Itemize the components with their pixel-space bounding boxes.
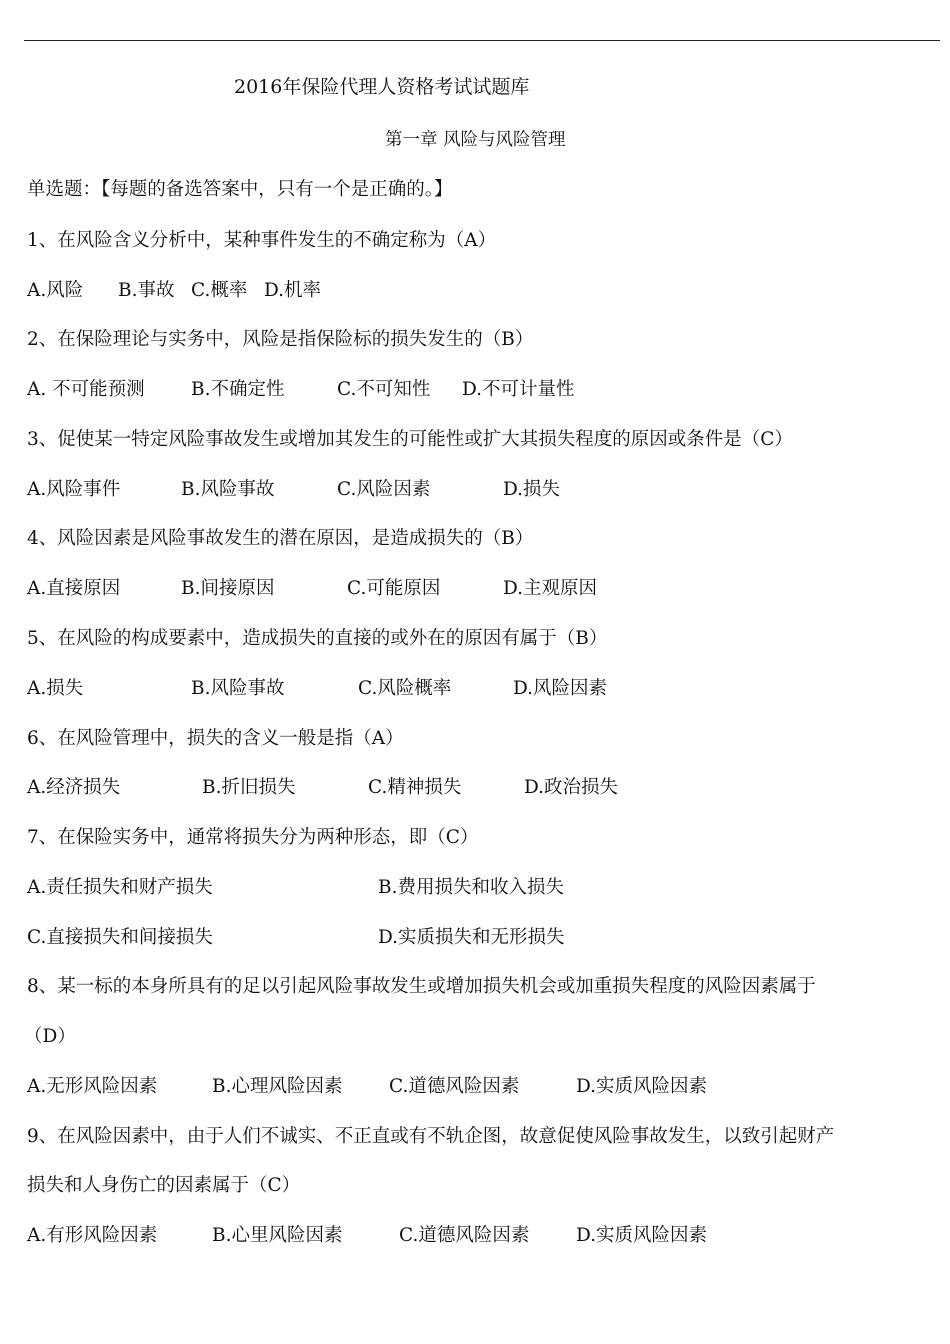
document-title: 2016年保险代理人资格考试试题库 <box>234 76 530 98</box>
q8-option-c: C.道德风险因素 <box>389 1076 520 1097</box>
q7-option-d: D.实质损失和无形损失 <box>378 927 565 948</box>
question-2: 2、在保险理论与实务中，风险是指保险标的损失发生的（B） <box>27 329 534 350</box>
q8-option-b: B.心理风险因素 <box>212 1076 343 1097</box>
q5-option-b: B.风险事故 <box>191 678 285 699</box>
q1-option-a: A.风险 <box>27 280 84 301</box>
question-8: 8、某一标的本身所具有的足以引起风险事故发生或增加损失机会或加重损失程度的风险因素属于 <box>27 976 816 997</box>
chapter-title: 第一章 风险与风险管理 <box>385 130 566 150</box>
q6-option-d: D.政治损失 <box>524 777 619 798</box>
q8-option-d: D.实质风险因素 <box>576 1076 708 1097</box>
q5-option-a: A.损失 <box>27 678 84 699</box>
question-9: 9、在风险因素中，由于人们不诚实、不正直或有不轨企图，故意促使风险事故发生，以致引起财产 <box>27 1126 835 1147</box>
q2-option-d: D.不可计量性 <box>462 379 575 400</box>
q5-option-c: C.风险概率 <box>358 678 452 699</box>
question-3: 3、促使某一特定风险事故发生或增加其发生的可能性或扩大其损失程度的原因或条件是（C） <box>27 429 793 450</box>
q4-option-d: D.主观原因 <box>503 578 598 599</box>
q3-option-d: D.损失 <box>503 479 561 500</box>
top-rule <box>24 40 940 41</box>
q9-option-d: D.实质风险因素 <box>576 1225 708 1246</box>
question-5: 5、在风险的构成要素中，造成损失的直接的或外在的原因有属于（B） <box>27 628 608 649</box>
q9-option-a: A.有形风险因素 <box>27 1225 158 1246</box>
q4-option-a: A.直接原因 <box>27 578 121 599</box>
q3-option-c: C.风险因素 <box>337 479 431 500</box>
q2-option-a: A. 不可能预测 <box>27 379 145 400</box>
q5-option-d: D.风险因素 <box>513 678 608 699</box>
q1-option-c: C.概率 <box>191 280 248 301</box>
q2-option-b: B.不确定性 <box>191 379 285 400</box>
q7-option-c: C.直接损失和间接损失 <box>27 927 213 948</box>
question-7: 7、在保险实务中，通常将损失分为两种形态，即（C） <box>27 827 479 848</box>
q6-option-c: C.精神损失 <box>368 777 462 798</box>
question-8-continued: （D） <box>24 1026 76 1047</box>
q8-option-a: A.无形风险因素 <box>27 1076 158 1097</box>
q9-option-c: C.道德风险因素 <box>399 1225 530 1246</box>
question-1: 1、在风险含义分析中，某种事件发生的不确定称为（A） <box>27 230 497 251</box>
q1-option-b: B.事故 <box>118 280 175 301</box>
q3-option-b: B.风险事故 <box>181 479 275 500</box>
q2-option-c: C.不可知性 <box>337 379 431 400</box>
q7-option-a: A.责任损失和财产损失 <box>27 877 213 898</box>
q9-option-b: B.心里风险因素 <box>212 1225 343 1246</box>
question-6: 6、在风险管理中，损失的含义一般是指（A） <box>27 728 404 749</box>
question-4: 4、风险因素是风险事故发生的潜在原因，是造成损失的（B） <box>27 528 534 549</box>
q6-option-a: A.经济损失 <box>27 777 121 798</box>
question-9-continued: 损失和人身伤亡的因素属于（C） <box>27 1175 301 1196</box>
q4-option-c: C.可能原因 <box>347 578 441 599</box>
section-heading: 单选题：【每题的备选答案中，只有一个是正确的。】 <box>27 179 453 200</box>
q1-option-d: D.机率 <box>264 280 322 301</box>
q6-option-b: B.折旧损失 <box>202 777 296 798</box>
q7-option-b: B.费用损失和收入损失 <box>378 877 564 898</box>
q4-option-b: B.间接原因 <box>181 578 275 599</box>
q3-option-a: A.风险事件 <box>27 479 121 500</box>
